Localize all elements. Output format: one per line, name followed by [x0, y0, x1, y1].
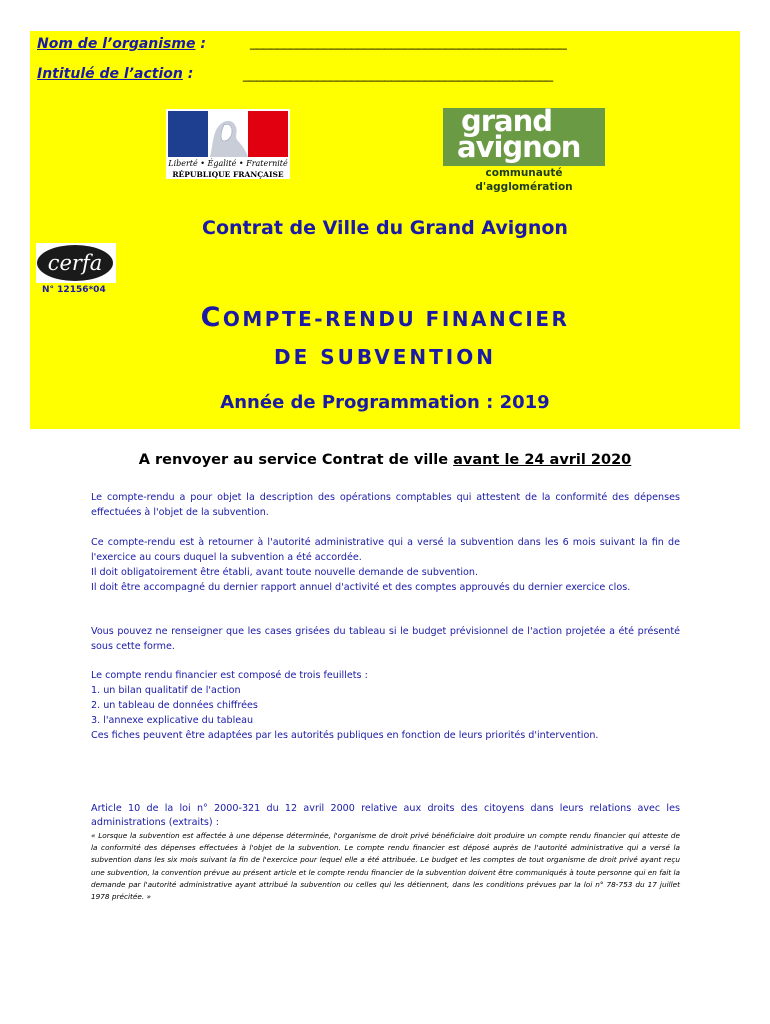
grand-avignon-word-grand: grand — [461, 104, 553, 138]
main-title-line2: DE SUBVENTION — [273, 345, 496, 369]
return-deadline: avant le 24 avril 2020 — [453, 452, 632, 468]
grand-avignon-subtitle: communauté d'agglomération — [475, 167, 573, 193]
grand-avignon-word-avignon: avignon — [457, 130, 581, 164]
organisme-blank-line[interactable]: _______________________________________________ — [250, 35, 567, 50]
return-instruction: A renvoyer au service Contrat de ville avant le 24 avril 2020 — [138, 452, 632, 468]
organisme-label: Nom de l’organisme : — [37, 36, 206, 52]
cerfa-logo-text: cerfa — [37, 245, 113, 281]
loi-article-text: « Lorsque la subvention est affectée à une dépense déterminée, l'organisme de droit privé bénéficiaire doit produire un compte rendu financier qui atteste de la conformité des dépenses effectuées à l'objet de la subvention. Le compte rendu financier est déposé auprès de l'autorité administrative qui a versé la subvention dans les six mois suivant la fin de l'exercice pour lequel elle a été attribuée. Le budget et les comptes de tout organisme de droit privé ayant reçu une subvention, la convention prévue au présent article et le compte rendu financier de la subvention doivent être communiqués à toute personne qui en fait la demande par l'autorité administrative ayant attribué la subvention ou celles qui les détiennent, dans les conditions prévues par la loi n° 78-753 du 17 juillet 1978 précitée. » — [91, 831, 680, 902]
action-label: Intitulé de l’action : — [37, 66, 194, 82]
action-blank-line[interactable]: ______________________________________________ — [243, 67, 553, 82]
paragraph-retour: Ce compte-rendu est à retourner à l'autorité administrative qui a versé la subvention dans les 6 mois suivant la fin de l'exercice au cours duquel la subvention a été accordée. Il doit obligatoirement être établi, avant toute nouvelle demande de subvention. Il doit être accompagné du dernier rapport annuel d'activité et des comptes approuvés du dernier exercice clos. — [91, 537, 680, 593]
republique-motto: Liberté • Égalité • Fraternité — [168, 159, 288, 168]
paragraph-cases-grisees: Vous pouvez ne renseigner que les cases grisées du tableau si le budget prévisionnel de l'action projetée a été présenté sous cette forme. — [91, 626, 680, 652]
contrat-title: Contrat de Ville du Grand Avignon — [202, 217, 568, 239]
paragraph-feuillets: Le compte rendu financier est composé de trois feuillets : 1. un bilan qualitatif de l'action 2. un tableau de données chiffrées 3. l'annexe explicative du tableau Ces fiches peuvent être adaptées par les autorités publiques en fonction de leurs priorités d'intervention. — [91, 670, 599, 741]
republique-name: RÉPUBLIQUE FRANÇAISE — [172, 170, 284, 179]
cerfa-logo — [36, 243, 116, 283]
tricolor-flag-icon — [168, 111, 288, 157]
loi-article-title: Article 10 de la loi n° 2000-321 du 12 avril 2000 relative aux droits des citoyens dans leurs relations avec les administrations (extraits) : — [91, 803, 680, 828]
grand-avignon-logo — [443, 104, 605, 193]
cerfa-number: N° 12156*04 — [42, 285, 106, 295]
republique-francaise-logo — [166, 109, 290, 179]
paragraph-objet: Le compte-rendu a pour objet la description des opérations comptables qui attestent de la conformité des dépenses effectuées à l'objet de la subvention. — [91, 492, 680, 518]
programmation-year: Année de Programmation : 2019 — [220, 392, 550, 413]
grand-avignon-logo-box — [443, 104, 605, 166]
main-title-line1: COMPTE-RENDU FINANCIER — [200, 302, 570, 333]
